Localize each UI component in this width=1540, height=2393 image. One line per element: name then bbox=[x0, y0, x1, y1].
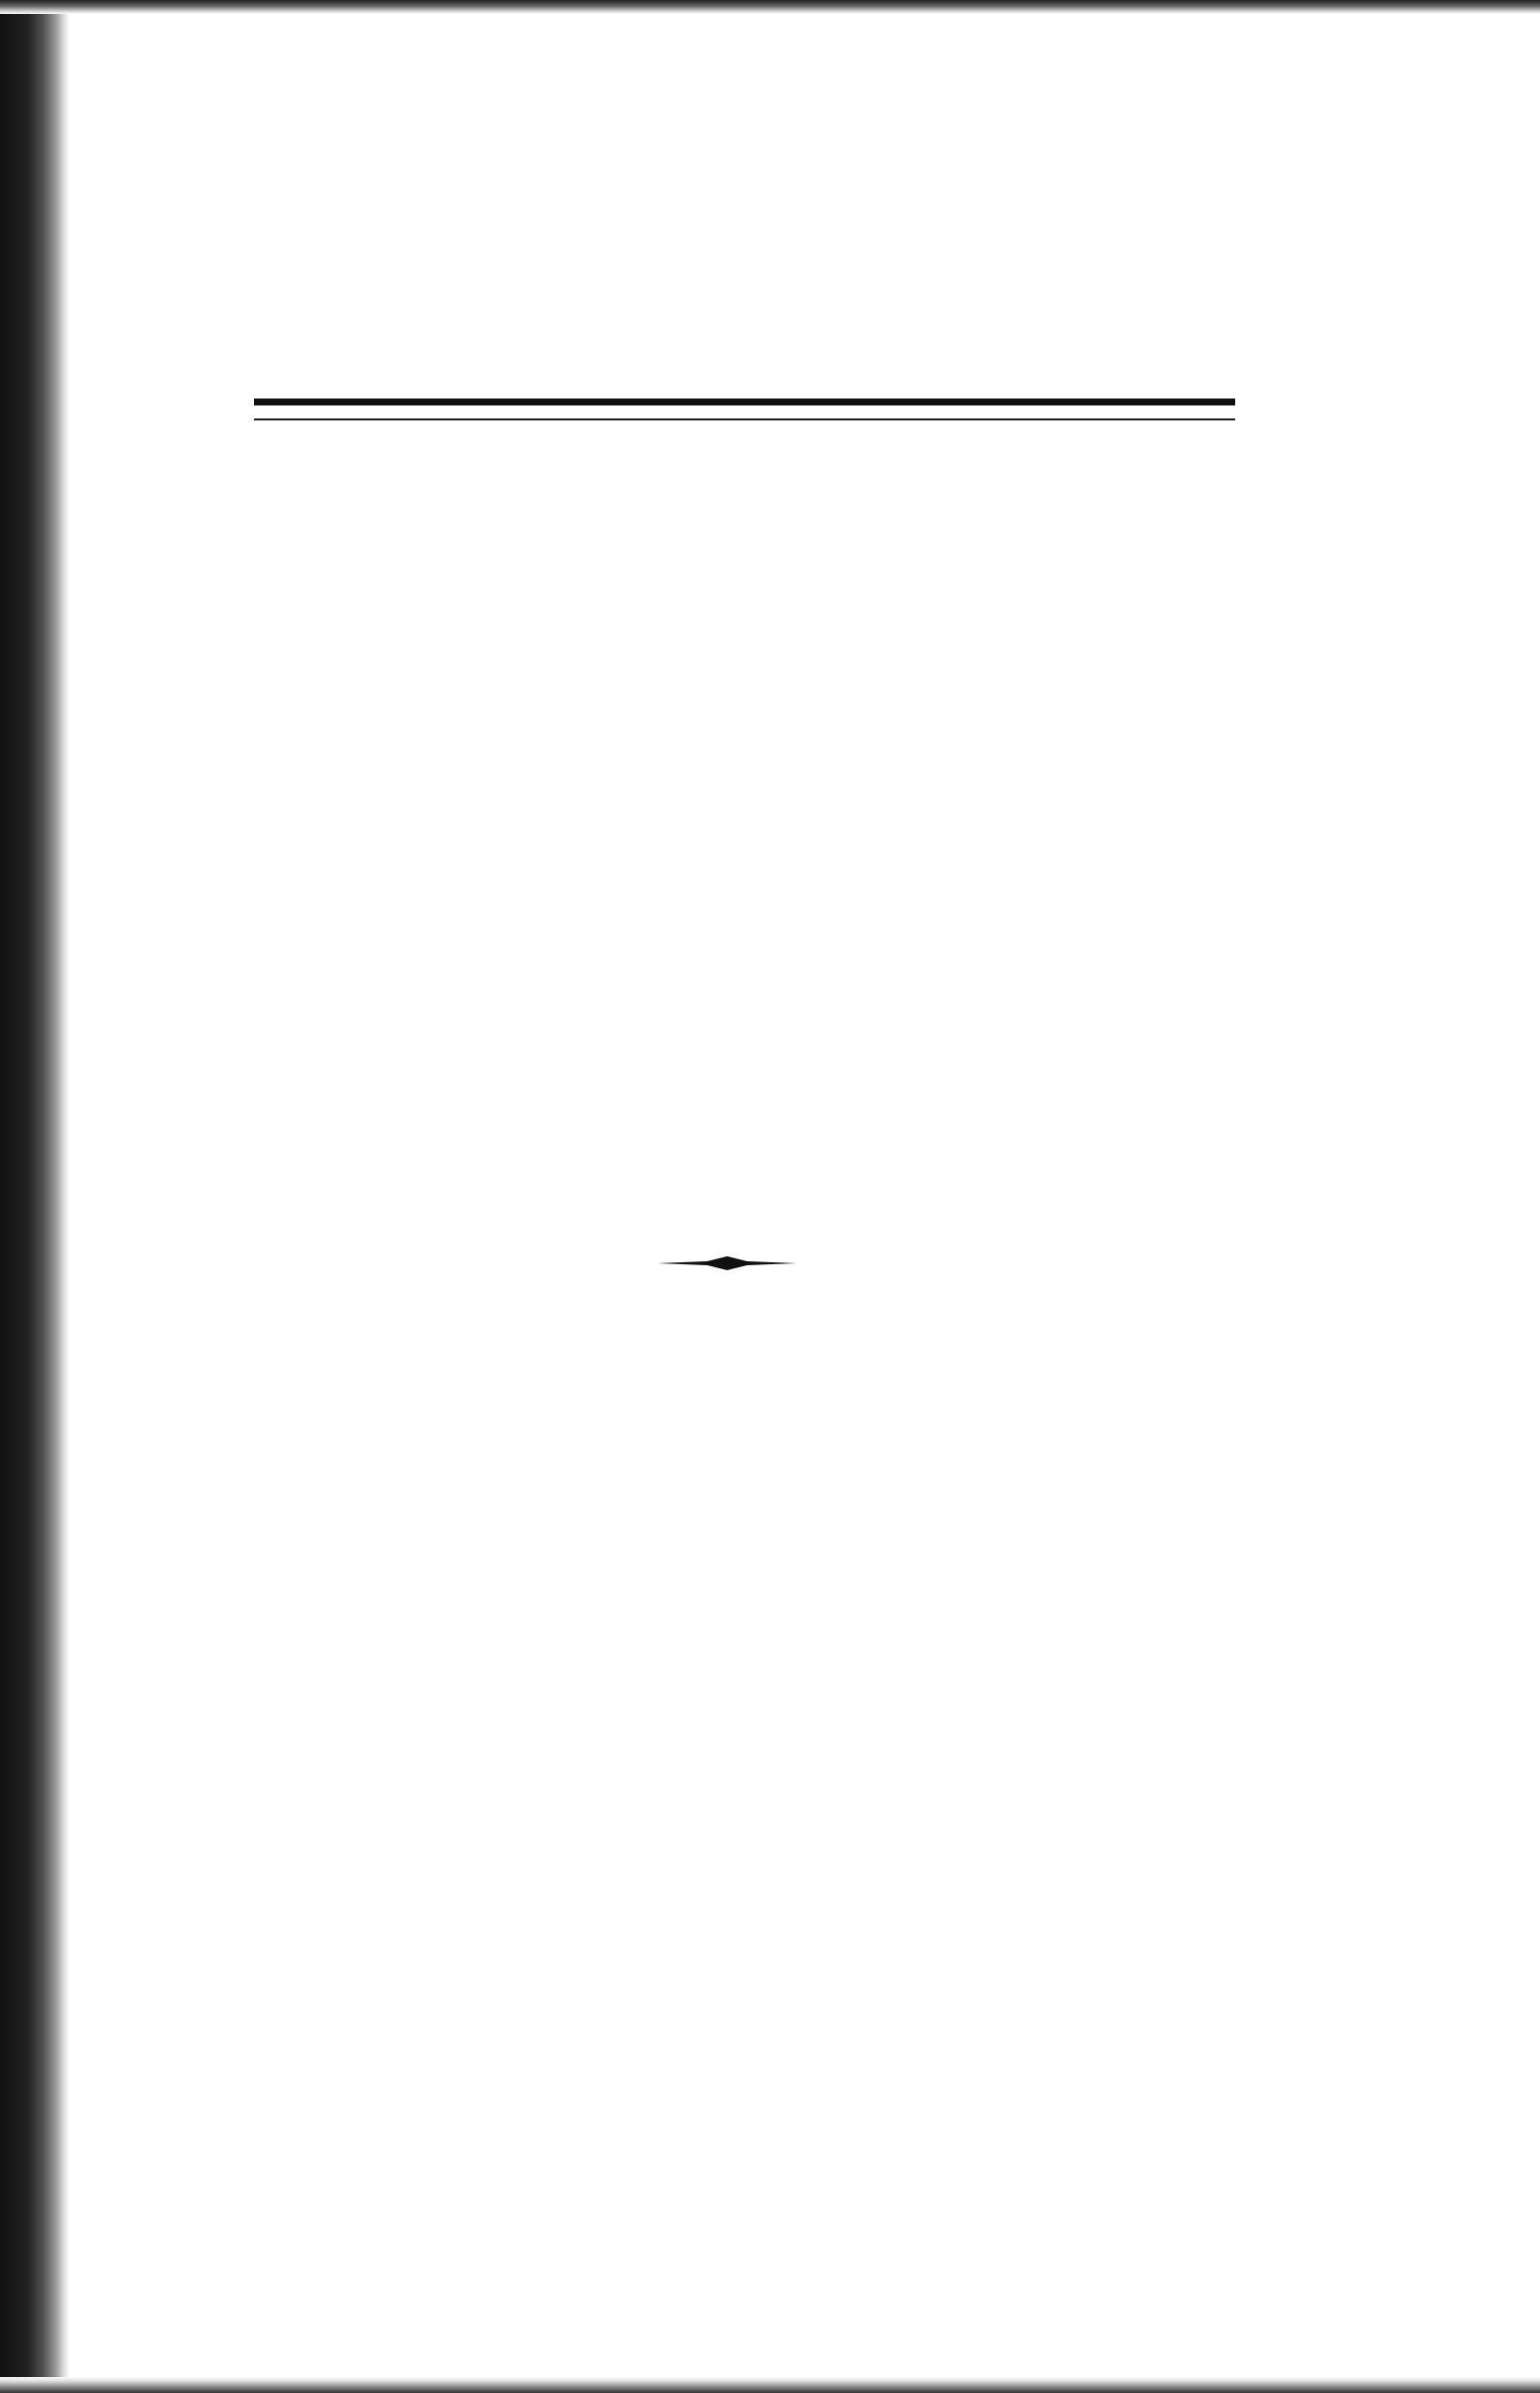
bleed-through-mark bbox=[1116, 498, 1119, 536]
